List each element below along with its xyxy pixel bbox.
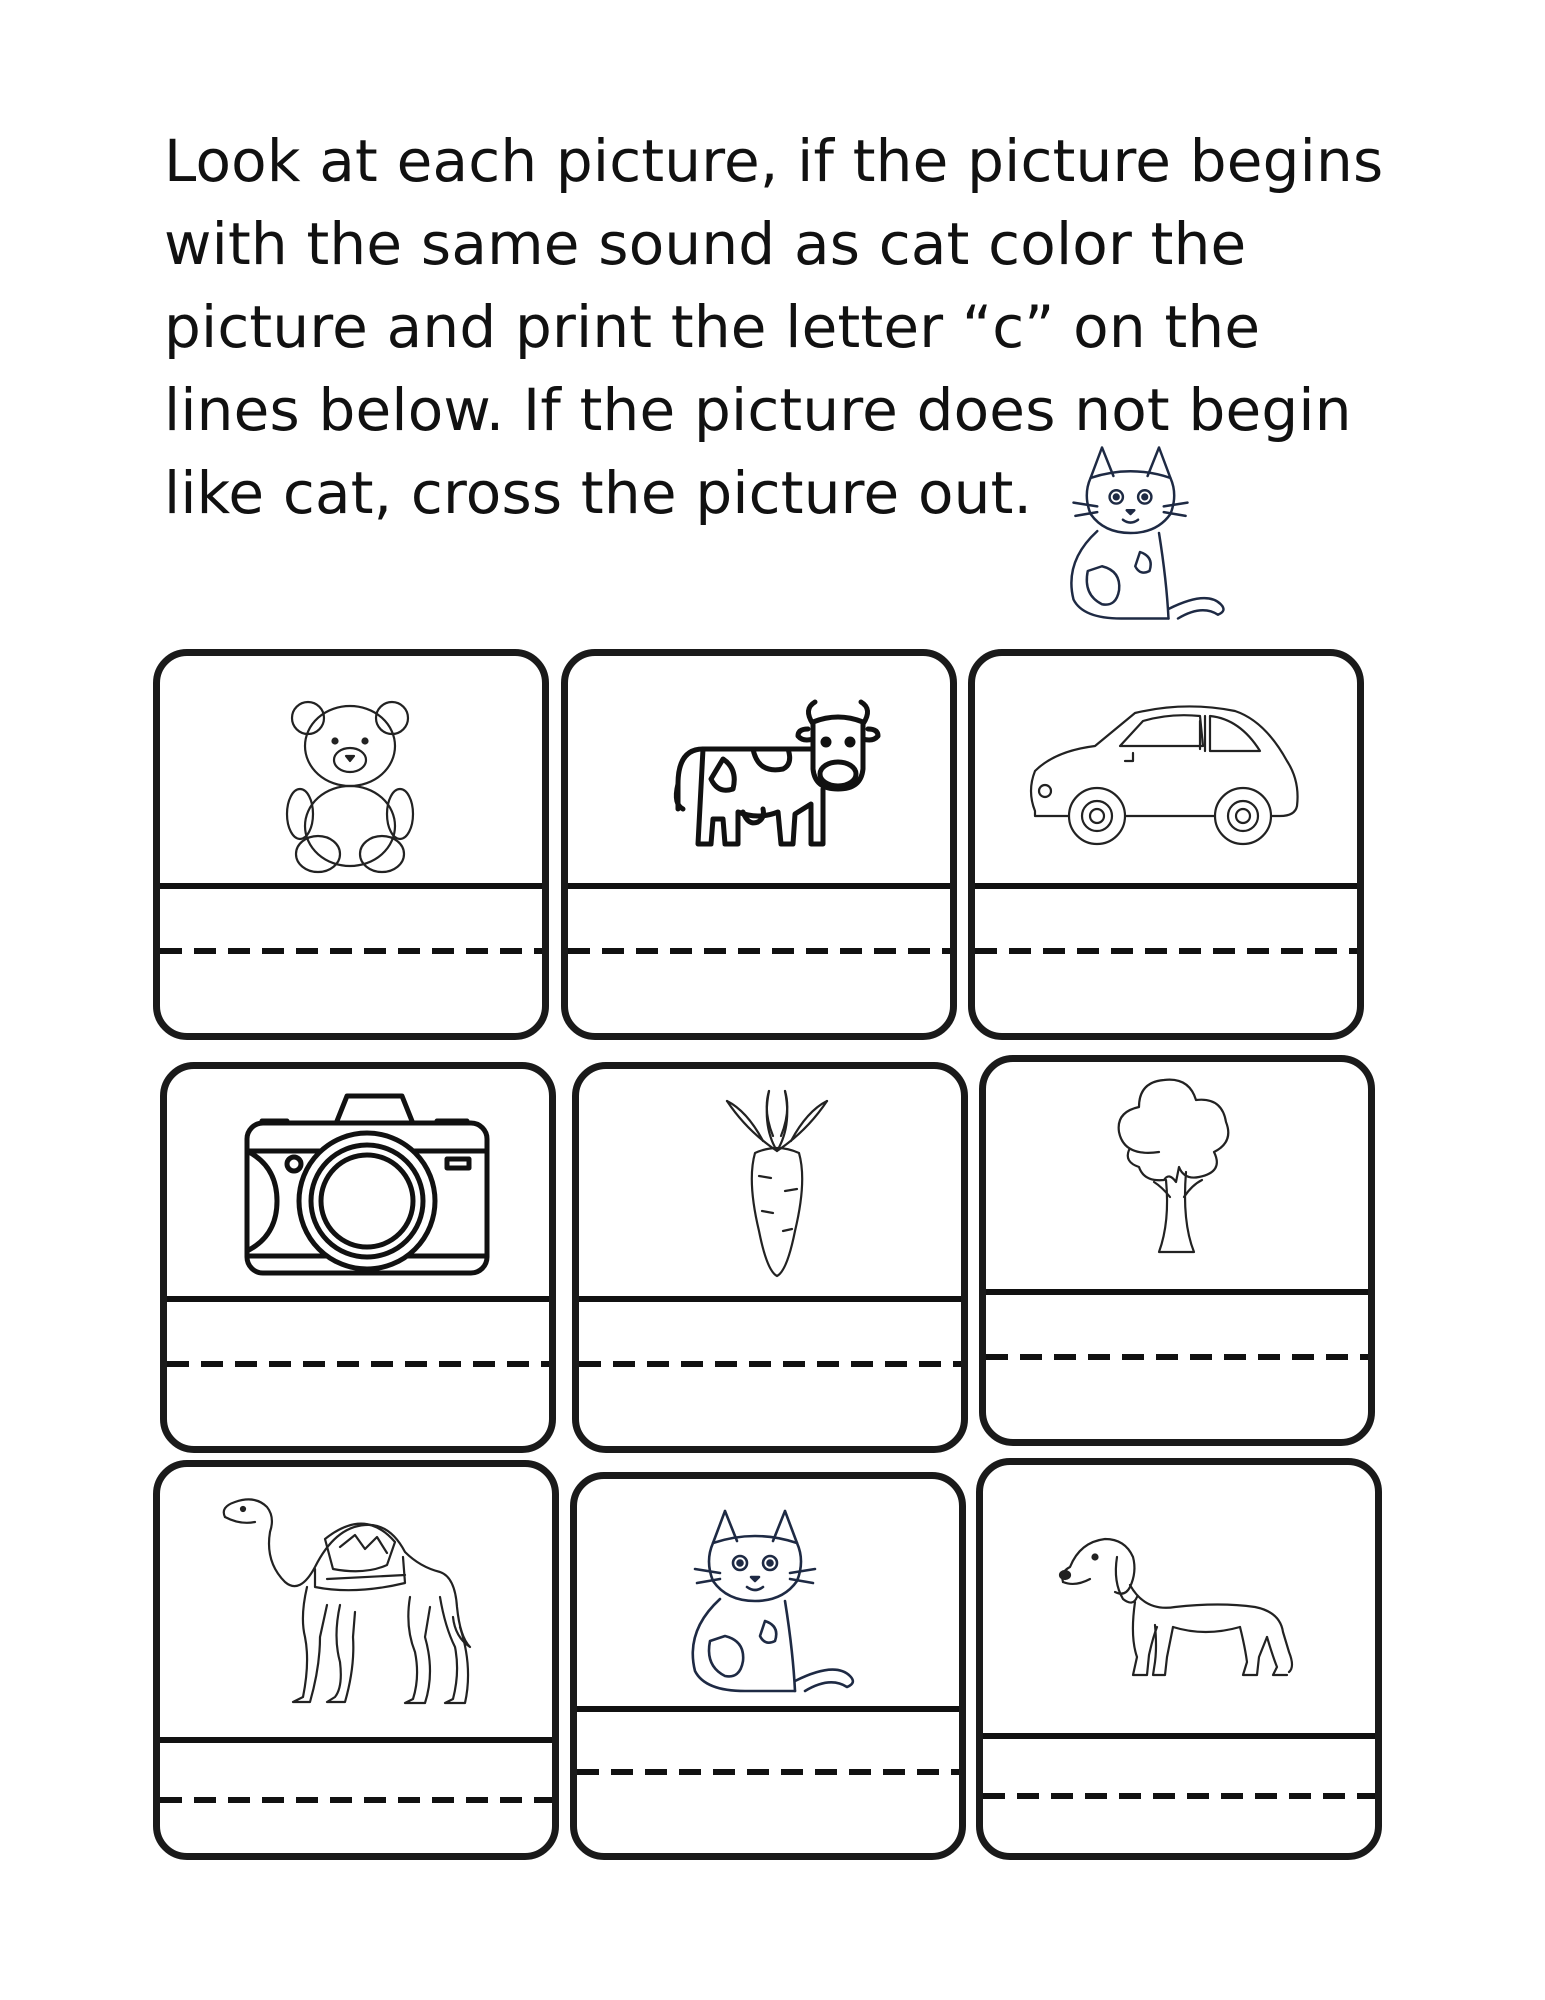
- picture-area: [160, 656, 542, 883]
- writing-line-dashed: [579, 1361, 961, 1367]
- cat-icon: [1045, 438, 1235, 628]
- picture-card: [561, 649, 957, 1040]
- picture-area: [986, 1062, 1368, 1289]
- picture-area: [975, 656, 1357, 883]
- tree-icon: [1104, 1072, 1244, 1272]
- instruction-line: like cat, cross the picture out.: [164, 459, 1033, 527]
- instruction-line: Look at each picture, if the picture begins: [164, 127, 1384, 195]
- teddy-bear-icon: [280, 696, 420, 876]
- writing-line-top: [983, 1733, 1375, 1739]
- picture-card: [979, 1055, 1375, 1446]
- picture-card: [976, 1458, 1382, 1860]
- writing-line-dashed: [577, 1769, 959, 1775]
- writing-line-top: [160, 1737, 552, 1743]
- writing-line-top: [577, 1706, 959, 1712]
- writing-line-top: [986, 1289, 1368, 1295]
- writing-line-top: [568, 883, 950, 889]
- picture-card: [153, 1460, 559, 1860]
- writing-line-top: [579, 1296, 961, 1302]
- carrot-icon: [707, 1081, 847, 1281]
- picture-area: [160, 1467, 552, 1737]
- cow-icon: [663, 694, 883, 864]
- instruction-line: with the same sound as cat color the: [164, 210, 1247, 278]
- writing-line-dashed: [160, 1797, 552, 1803]
- picture-area: [568, 656, 950, 883]
- picture-area: [167, 1069, 549, 1296]
- writing-line-top: [167, 1296, 549, 1302]
- writing-line-dashed: [568, 948, 950, 954]
- writing-line-dashed: [975, 948, 1357, 954]
- writing-line-top: [975, 883, 1357, 889]
- cat-icon: [665, 1501, 865, 1701]
- picture-area: [983, 1465, 1375, 1733]
- writing-line-dashed: [986, 1354, 1368, 1360]
- dog-icon: [1055, 1527, 1295, 1687]
- picture-area: [577, 1479, 959, 1706]
- writing-line-top: [160, 883, 542, 889]
- writing-line-dashed: [983, 1793, 1375, 1799]
- instruction-line: picture and print the letter “c” on the: [164, 293, 1261, 361]
- instruction-line: lines below. If the picture does not begin: [164, 376, 1352, 444]
- picture-area: [579, 1069, 961, 1296]
- car-icon: [1025, 701, 1305, 851]
- picture-card: [153, 649, 549, 1040]
- camera-icon: [242, 1091, 492, 1281]
- writing-line-dashed: [160, 948, 542, 954]
- camel-icon: [215, 1487, 475, 1717]
- picture-card: [572, 1062, 968, 1453]
- writing-line-dashed: [167, 1361, 549, 1367]
- picture-card: [570, 1472, 966, 1860]
- picture-card: [160, 1062, 556, 1453]
- picture-card: [968, 649, 1364, 1040]
